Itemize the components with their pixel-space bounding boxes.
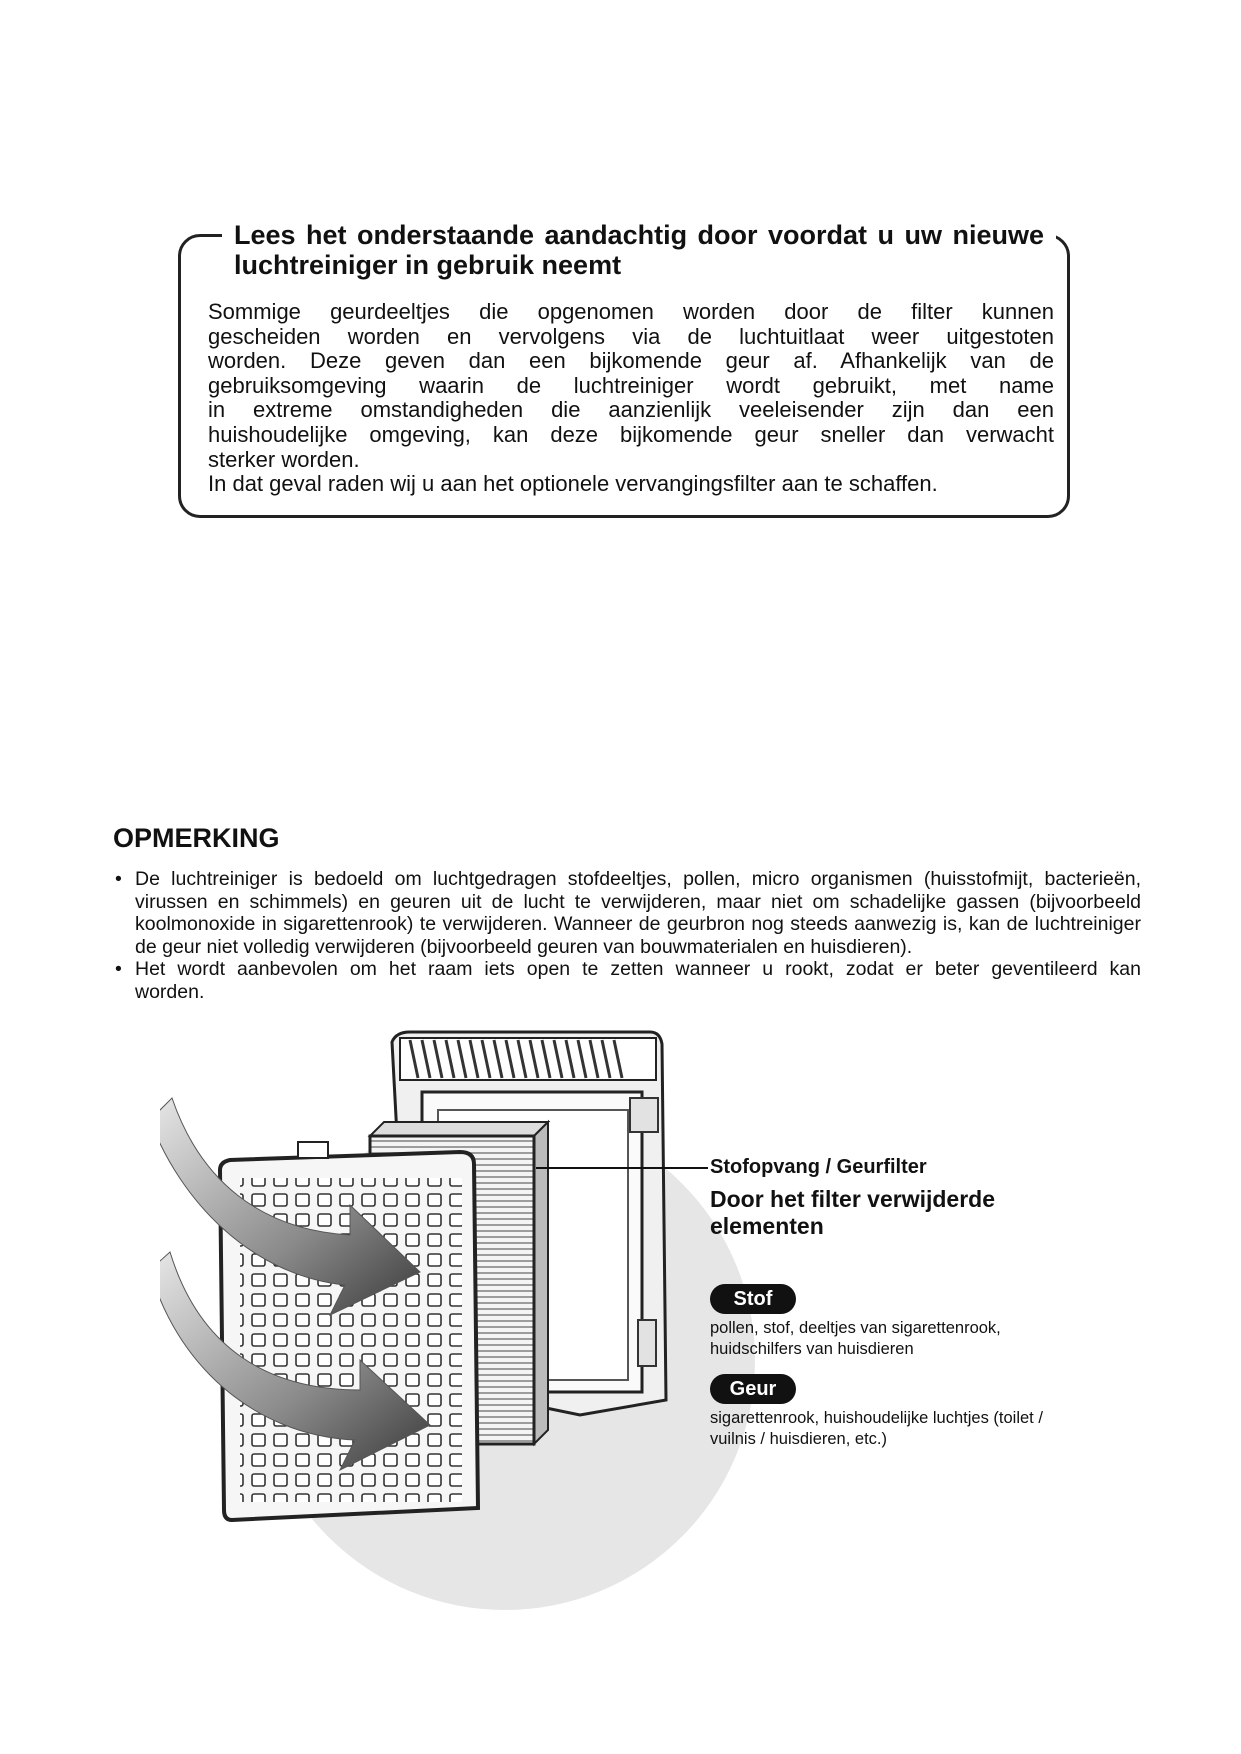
- note-item: [113, 868, 1141, 958]
- dust-badge: Stof: [710, 1284, 796, 1314]
- notice-line: in extreme omstandigheden die aanzienlijk veeleisender zijn dan een: [208, 397, 1054, 423]
- bullet-icon: •: [115, 868, 122, 890]
- note-list: [113, 868, 1141, 1004]
- note-item-text: Het wordt aanbevolen om het raam iets open te zetten wanneer u rookt, zodat er beter geventileerd kan worden.: [135, 958, 1141, 1003]
- note-item-text: De luchtreiniger is bedoeld om luchtgedragen stofdeeltjes, pollen, micro organismen (huisstofmijt, bacterieën, virussen en schimmels) en geuren uit de lucht te verwijderen, maar niet om schadelijke gassen (bijvoorbeeld koolmonoxide in sigarettenrook) te verwijderen. Wanneer de geurbron nog steeds aanwezig is, kan de luchtreiniger de geur niet volledig verwijderen (bijvoorbeeld geuren van bouwmaterialen en huisdieren).: [135, 868, 1141, 958]
- notice-line: gescheiden worden en vervolgens via de luchtuitlaat weer uitgestoten: [208, 323, 1054, 349]
- notice-line: worden. Deze geven dan een bijkomende geur af. Afhankelijk van de: [208, 348, 1054, 374]
- note-item: [113, 958, 1141, 1003]
- notice-line: Sommige geurdeeltjes die opgenomen worden door de filter kunnen: [208, 299, 1054, 324]
- notice-line: huishoudelijke omgeving, kan deze bijkomende geur sneller dan verwacht: [208, 421, 1054, 447]
- note-heading: OPMERKING: [113, 823, 280, 853]
- notice-title: Lees het onderstaande aandachtig door voordat u uw nieuwe luchtreiniger in gebruik neemt: [222, 220, 1056, 280]
- filter-label: Stofopvang / Geurfilter: [710, 1156, 927, 1178]
- bullet-icon: •: [115, 958, 122, 981]
- notice-line: sterker worden.: [208, 446, 360, 472]
- notice-body: [208, 300, 1054, 497]
- dust-description: pollen, stof, deeltjes van sigarettenrook, huidschilfers van huisdieren: [710, 1319, 1001, 1358]
- notice-line: gebruiksomgeving waarin de luchtreiniger wordt gebruikt, met name: [208, 372, 1054, 398]
- removed-elements-heading: Door het filter verwijderde elementen: [710, 1186, 996, 1239]
- notice-line: In dat geval raden wij u aan het optionele vervangingsfilter aan te schaffen.: [208, 471, 938, 497]
- odor-description: sigarettenrook, huishoudelijke luchtjes (toilet / vuilnis / huisdieren, etc.): [710, 1409, 1043, 1448]
- odor-badge: Geur: [710, 1374, 796, 1404]
